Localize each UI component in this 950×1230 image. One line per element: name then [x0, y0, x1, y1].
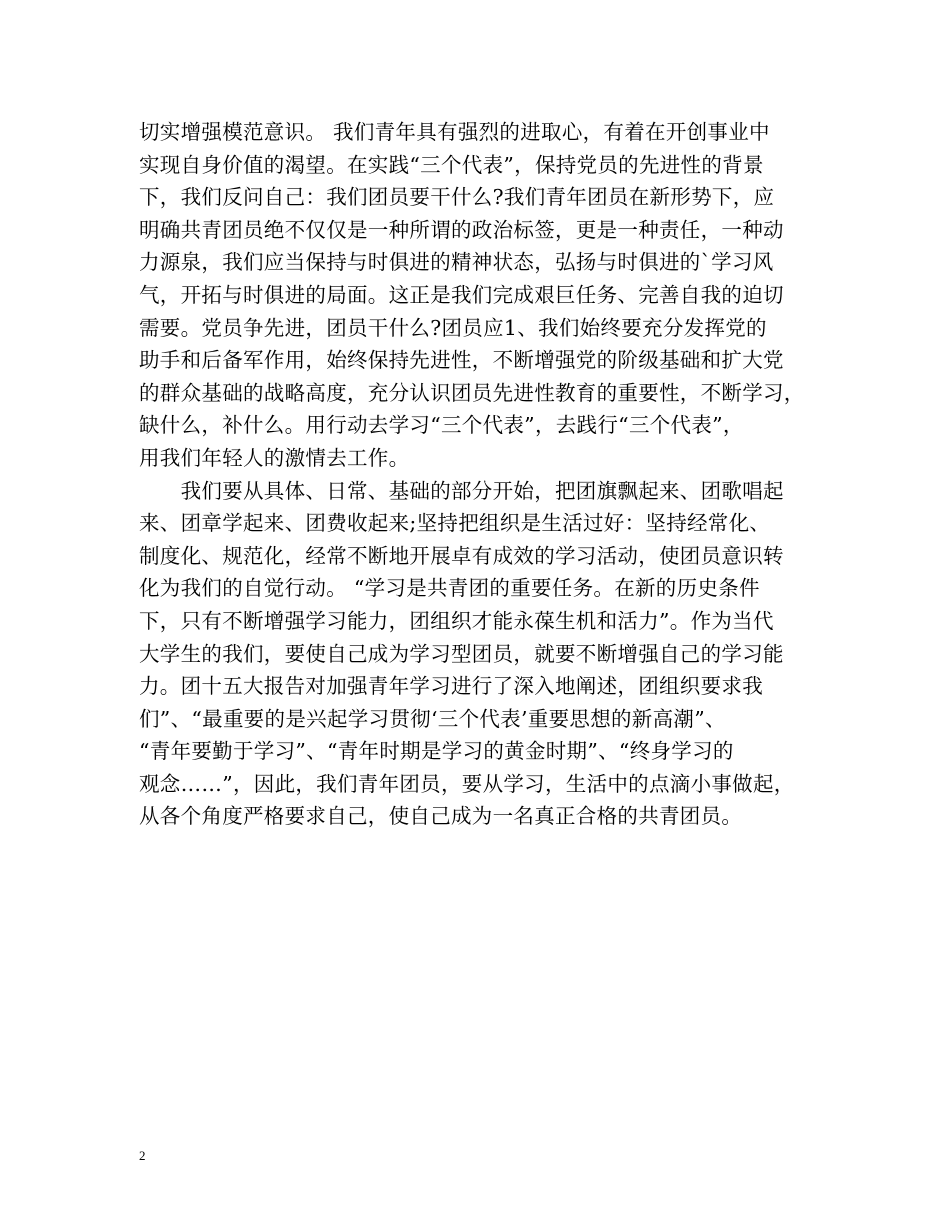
text-line: 缺什么，补什么。用行动去学习“三个代表”，去践行“三个代表”， [139, 413, 744, 438]
text-line: 制度化、规范化，经常不断地开展卓有成效的学习活动，使团员意识转 [139, 543, 784, 568]
text-line: 我们要从具体、日常、基础的部分开始，把团旗飘起来、团歌唱起 [139, 478, 784, 503]
text-line: 力。团十五大报告对加强青年学习进行了深入地阐述，团组织要求我 [139, 674, 763, 699]
text-line: 需要。党员争先进，团员干什么?团员应1、我们始终要充分发挥党的 [139, 315, 767, 340]
text-line: 用我们年轻人的激情去工作。 [139, 445, 410, 470]
text-line: 从各个角度严格要求自己，使自己成为一名真正合格的共青团员。 [139, 804, 743, 829]
text-line: “青年要勤于学习”、“青年时期是学习的黄金时期”、“终身学习的 [139, 739, 734, 764]
text-line: 下，我们反问自己：我们团员要干什么?我们青年团员在新形势下，应 [139, 185, 775, 210]
text-line: 来、团章学起来、团费收起来;坚持把组织是生活过好：坚持经常化、 [139, 511, 771, 536]
text-line: 明确共青团员绝不仅仅是一种所谓的政治标签，更是一种责任，一种动 [139, 217, 784, 242]
text-line: 实现自身价值的渴望。在实践“三个代表”，保持党员的先进性的背景 [139, 152, 764, 177]
text-line: 观念……”，因此，我们青年团员，要从学习，生活中的点滴小事做起， [139, 771, 795, 796]
text-line: 助手和后备军作用，始终保持先进性，不断增强党的阶级基础和扩大党 [139, 348, 784, 373]
page-number: 2 [139, 1148, 146, 1163]
text-line: 的群众基础的战略高度，充分认识团员先进性教育的重要性，不断学习， [139, 380, 805, 405]
text-line: 气，开拓与时俱进的局面。这正是我们完成艰巨任务、完善自我的迫切 [139, 282, 784, 307]
text-line: 下，只有不断增强学习能力，团组织才能永葆生机和活力”。作为当代 [139, 608, 774, 633]
text-line: 化为我们的自觉行动。 “学习是共青团的重要任务。在新的历史条件 [139, 576, 760, 601]
text-line: 大学生的我们，要使自己成为学习型团员，就要不断增强自己的学习能 [139, 641, 784, 666]
body-text [139, 116, 829, 833]
text-line: 切实增强模范意识。 我们青年具有强烈的进取心，有着在开创事业中 [139, 120, 770, 144]
text-line: 们”、“最重要的是兴起学习贯彻‘三个代表’重要思想的新高潮”、 [139, 706, 726, 731]
text-line: 力源泉，我们应当保持与时俱进的精神状态，弘扬与时俱进的`学习风 [139, 250, 774, 275]
